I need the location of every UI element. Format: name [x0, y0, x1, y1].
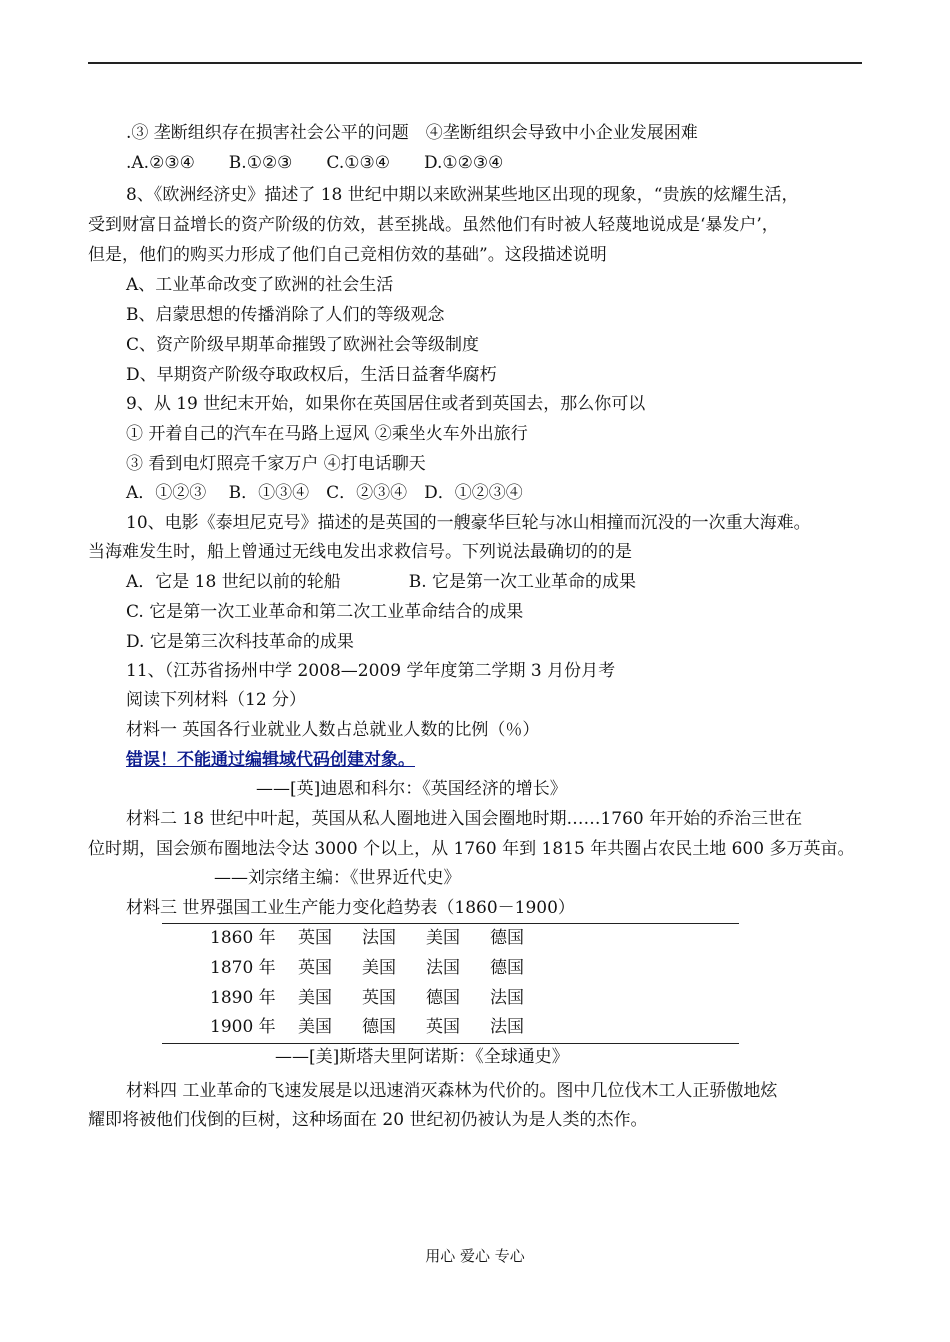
- table-row: [210, 1016, 524, 1038]
- material-2-line-1: 材料二 18 世纪中叶起，英国从私人圈地进入国会圈地时期……1760 年开始的乔治三世在: [126, 809, 803, 829]
- table-cell: 英国: [298, 928, 332, 948]
- q11-source: 11、（江苏省扬州中学 2008—2009 学年度第二学期 3 月份月考: [126, 661, 616, 681]
- table-top-rule: [162, 923, 739, 924]
- table-bottom-rule: [162, 1043, 739, 1044]
- q9-options: A．①②③ B．①③④ C．②③④ D．①②③④: [126, 483, 523, 503]
- table-cell-year: 1860 年: [210, 928, 276, 948]
- table-cell: 英国: [426, 1017, 460, 1037]
- table-cell-year: 1890 年: [210, 988, 276, 1008]
- q9-statements-3-4: ③ 看到电灯照亮千家万户 ④打电话聊天: [126, 454, 426, 474]
- material-1-title: 材料一 英国各行业就业人数占总就业人数的比例（％）: [126, 720, 540, 740]
- table-cell-year: 1900 年: [210, 1017, 276, 1037]
- q11-instruction: 阅读下列材料（12 分）: [126, 690, 307, 710]
- q10-option-d: D. 它是第三次科技革命的成果: [126, 632, 354, 652]
- table-cell: 法国: [490, 988, 524, 1008]
- q9-statements-1-2: ① 开着自己的汽车在马路上逗风 ②乘坐火车外出旅行: [126, 424, 528, 444]
- q8-stem-line-1: 8、《欧洲经济史》描述了 18 世纪中期以来欧洲某些地区出现的现象，“贵族的炫耀生活，: [126, 185, 799, 205]
- q8-stem-line-2: 受到财富日益增长的资产阶级的仿效，甚至挑战。虽然他们有时被人轻蔑地说成是‘暴发户’，: [88, 215, 779, 235]
- field-code-error: 错误！不能通过编辑域代码创建对象。: [126, 750, 415, 770]
- q10-stem-line-1: 10、电影《泰坦尼克号》描述的是英国的一艘豪华巨轮与冰山相撞而沉没的一次重大海难。: [126, 513, 811, 533]
- material-4-line-1: 材料四 工业革命的飞速发展是以迅速消灭森林为代价的。图中几位伐木工人正骄傲地炫: [126, 1081, 778, 1101]
- q8-option-d: D、早期资产阶级夺取政权后，生活日益奢华腐朽: [126, 365, 497, 385]
- table-cell: 德国: [362, 1017, 396, 1037]
- q9-stem: 9、从 19 世纪末开始，如果你在英国居住或者到英国去，那么你可以: [126, 394, 646, 414]
- table-cell: 德国: [490, 928, 524, 948]
- table-cell: 美国: [362, 958, 396, 978]
- material-2-line-2: 位时期，国会颁布圈地法令达 3000 个以上，从 1760 年到 1815 年共圈占农民土地 600 多万英亩。: [88, 839, 855, 859]
- q8-option-b: B、启蒙思想的传播消除了人们的等级观念: [126, 305, 445, 325]
- table-cell: 德国: [426, 988, 460, 1008]
- q7-options: .A.②③④ B.①②③ C.①③④ D.①②③④: [126, 153, 504, 173]
- q10-options-a-b: A．它是 18 世纪以前的轮船 B. 它是第一次工业革命的成果: [126, 572, 637, 592]
- table-row: [210, 987, 524, 1009]
- table-cell: 美国: [298, 988, 332, 1008]
- q7-statement-3-4: .③ 垄断组织存在损害社会公平的问题 ④垄断组织会导致中小企业发展困难: [126, 123, 698, 143]
- table-cell: 法国: [362, 928, 396, 948]
- material-3-title: 材料三 世界强国工业生产能力变化趋势表（1860－1900）: [126, 898, 575, 918]
- material-1-citation: ——[英]迪恩和科尔：《英国经济的增长》: [256, 779, 567, 799]
- table-cell: 美国: [426, 928, 460, 948]
- q10-option-c: C. 它是第一次工业革命和第二次工业革命结合的成果: [126, 602, 524, 622]
- material-3-citation: ——[美]斯塔夫里阿诺斯：《全球通史》: [275, 1047, 569, 1067]
- q8-option-c: C、资产阶级早期革命摧毁了欧洲社会等级制度: [126, 335, 480, 355]
- table-cell: 英国: [362, 988, 396, 1008]
- table-cell: 英国: [298, 958, 332, 978]
- material-2-citation: ——刘宗绪主编：《世界近代史》: [214, 868, 461, 888]
- table-cell: 美国: [298, 1017, 332, 1037]
- table-cell-year: 1870 年: [210, 958, 276, 978]
- q10-stem-line-2: 当海难发生时，船上曾通过无线电发出求救信号。下列说法最确切的的是: [88, 542, 632, 562]
- table-cell: 法国: [490, 1017, 524, 1037]
- q8-stem-line-3: 但是，他们的购买力形成了他们自己竞相仿效的基础”。这段描述说明: [88, 245, 607, 265]
- header-rule: [88, 62, 862, 64]
- material-4-line-2: 耀即将被他们伐倒的巨树，这种场面在 20 世纪初仍被认为是人类的杰作。: [88, 1110, 648, 1130]
- table-cell: 德国: [490, 958, 524, 978]
- page-footer: 用心 爱心 专心: [425, 1247, 525, 1265]
- q8-option-a: A、工业革命改变了欧洲的社会生活: [126, 275, 394, 295]
- table-cell: 法国: [426, 958, 460, 978]
- table-row: [210, 957, 524, 979]
- table-row: [210, 927, 524, 949]
